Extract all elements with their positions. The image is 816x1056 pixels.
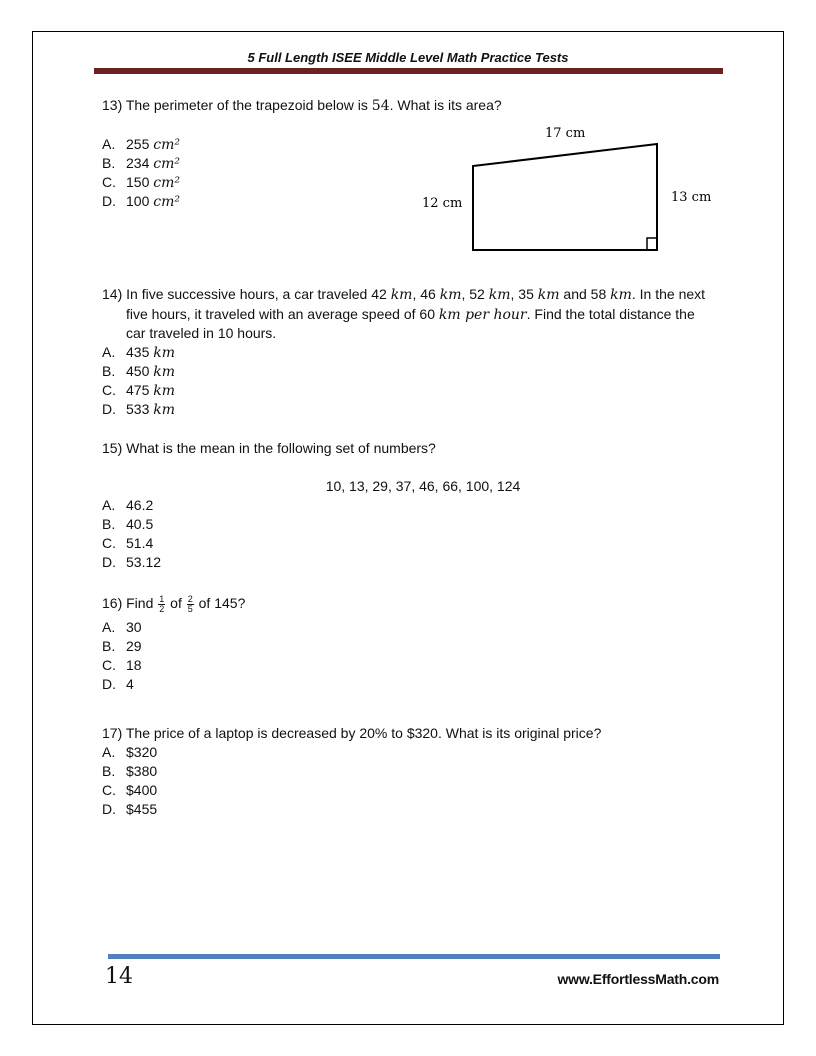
q13-option-a[interactable] [102,135,180,155]
option-letter: D. [102,676,116,692]
option-value: 150 [126,174,150,190]
trapezoid-figure [410,118,720,258]
q14-unit: km [390,287,413,303]
option-letter: C. [102,382,116,398]
option-value: 46.2 [126,497,154,513]
option-letter: A. [102,497,116,513]
q14-distance-1: 42 [371,286,387,302]
q17-option-d[interactable] [102,800,157,819]
q15-option-c[interactable] [102,534,153,553]
option-letter: B. [102,155,116,171]
q13-option-b[interactable] [102,154,180,174]
q13-option-d[interactable] [102,192,180,212]
q17-option-b[interactable] [102,762,157,781]
q16-pre: 16) Find [102,595,158,611]
q14-line2-post: . Find the total distance the [526,306,695,322]
question-17: 17) The price of a laptop is decreased by 20% to $320. What is its original price? [102,725,602,741]
option-letter: C. [102,535,116,551]
option-letter: D. [102,554,116,570]
option-unit: cm² [153,194,180,210]
q16-of: of [194,595,215,611]
q16-of: of [166,595,186,611]
option-letter: A. [102,344,116,360]
q14-distance-2: 46 [420,286,436,302]
q16-option-a[interactable] [102,618,142,637]
question-16 [102,594,245,614]
q13-number: 54 [371,98,390,114]
label-right-side: 13 cm [671,190,712,205]
option-letter: C. [102,174,116,190]
q14-distance-3: 52 [469,286,485,302]
q16-option-d[interactable] [102,675,134,694]
option-letter: D. [102,193,116,209]
option-unit: km [153,402,176,418]
q14-unit: km [610,287,632,303]
question-14: 14) In five successive hours, a car traveled 42 km, 46 km, 52 km, 35 km and 58 km. In the next [102,286,706,303]
option-unit: cm² [153,137,180,153]
q14-option-d[interactable] [102,400,175,420]
option-value: $400 [126,782,158,798]
option-value: 435 [126,344,150,360]
fraction-denominator: 2 [159,603,165,614]
q17-option-c[interactable] [102,781,157,800]
option-value: 255 [126,136,150,152]
option-letter: A. [102,619,116,635]
option-letter: D. [102,801,116,817]
q15-option-d[interactable] [102,553,161,572]
right-angle-marker [647,238,657,250]
option-letter: A. [102,136,116,152]
q13-option-c[interactable] [102,173,180,193]
option-letter: B. [102,363,116,379]
q14-unit: km [537,287,560,303]
option-value: 30 [126,619,142,635]
option-unit: km [153,364,176,380]
option-unit: cm² [153,156,180,172]
trapezoid-shape [473,144,657,250]
option-letter: A. [102,744,116,760]
header-title: 5 Full Length ISEE Middle Level Math Practice Tests [247,50,569,65]
option-unit: km [153,345,176,361]
option-value: 475 [126,382,150,398]
option-letter: C. [102,657,116,673]
q14-and: and [559,286,591,302]
option-value: 4 [126,676,134,692]
q16-post: ? [237,595,246,611]
fraction-denominator: 5 [187,603,193,614]
option-value: $320 [126,744,158,760]
option-letter: B. [102,638,116,654]
q13-text-pre: 13) The perimeter of the trapezoid below is [102,97,372,113]
option-unit: cm² [153,175,180,191]
q15-option-b[interactable] [102,515,153,534]
q14-option-c[interactable] [102,381,175,401]
option-value: $455 [126,801,158,817]
q14-unit: km [439,287,462,303]
page-number: 14 [105,964,133,989]
q14-line1-post: . In the next [631,286,706,302]
q14-option-a[interactable] [102,343,175,363]
option-value: 53.12 [126,554,162,570]
footer-rule [108,954,720,959]
option-value: 533 [126,401,150,417]
option-letter: C. [102,782,116,798]
fraction-numerator: 2 [187,593,193,604]
option-value: 234 [126,155,150,171]
fraction-one-half [158,595,165,614]
fraction-two-fifths [187,595,194,614]
q14-distance-4: 35 [518,286,534,302]
option-value: $380 [126,763,158,779]
q16-option-b[interactable] [102,637,142,656]
question-14-line-3: car traveled in 10 hours. [126,325,277,341]
q16-option-c[interactable] [102,656,142,675]
option-value: 450 [126,363,150,379]
fraction-numerator: 1 [159,593,165,604]
q14-speed: 60 [419,306,435,322]
label-left-side: 12 cm [422,196,463,211]
option-value: 40.5 [126,516,154,532]
option-value: 51.4 [126,535,154,551]
q13-text-post: . What is its area? [389,97,502,113]
website-link[interactable]: www.EffortlessMath.com [557,971,719,987]
option-letter: D. [102,401,116,417]
header-rule [94,68,723,74]
option-value: 100 [126,193,150,209]
option-value: 29 [126,638,142,654]
q14-line2-pre: five hours, it traveled with an average speed of [126,306,420,322]
q14-line1-pre: 14) In five successive hours, a car traveled [102,286,372,302]
q17-option-a[interactable] [102,743,157,762]
q14-speed-unit: km per hour [438,307,527,323]
q14-unit: km [488,287,511,303]
option-value: 18 [126,657,142,673]
q14-distance-5: 58 [590,286,607,302]
question-13 [102,96,502,116]
q15-number-set: 10, 13, 29, 37, 46, 66, 100, 124 [325,478,521,494]
question-14-line-2 [126,305,695,325]
q14-option-b[interactable] [102,362,175,382]
label-top-side: 17 cm [545,126,586,141]
option-letter: B. [102,516,116,532]
q15-option-a[interactable] [102,496,153,515]
option-unit: km [153,383,176,399]
option-letter: B. [102,763,116,779]
question-15: 15) What is the mean in the following set of numbers? [102,440,436,456]
q16-number: 145 [214,595,238,611]
